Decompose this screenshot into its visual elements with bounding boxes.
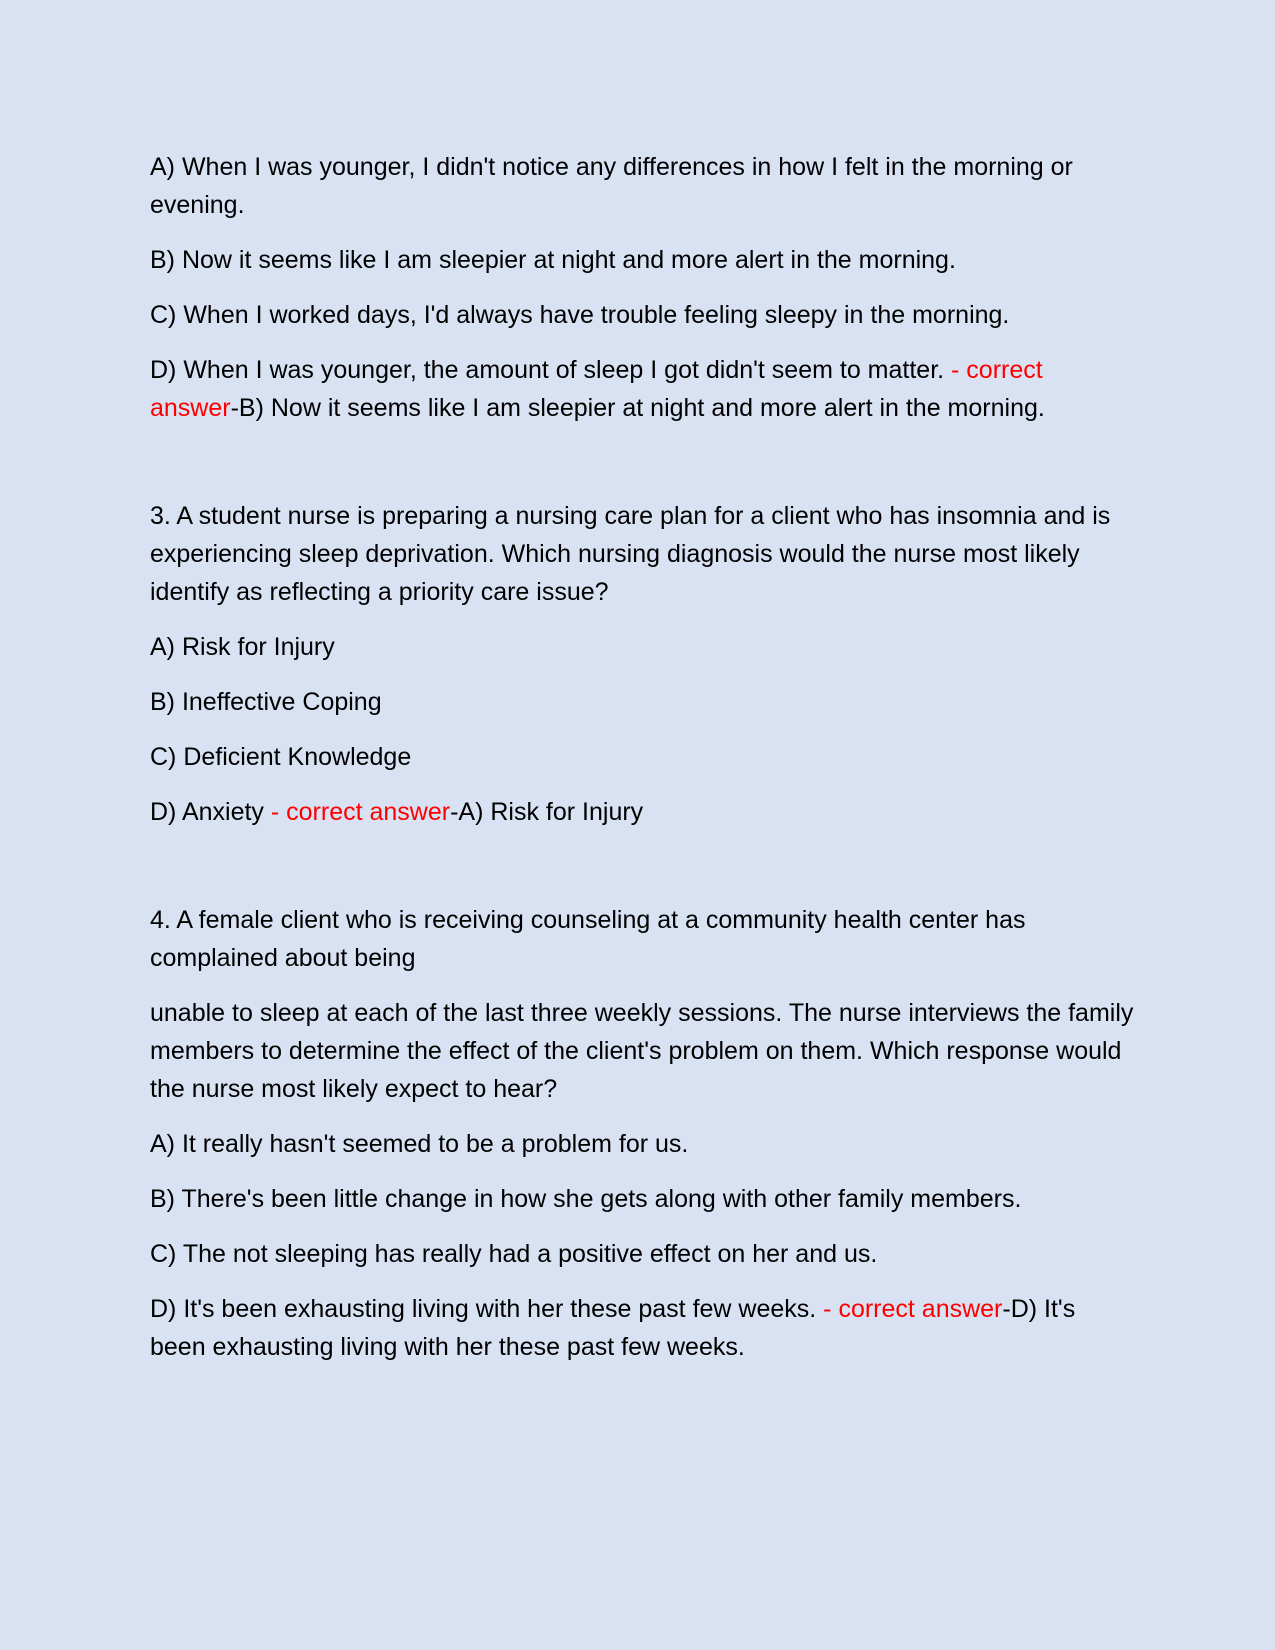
- q3-correct-label: - correct answer: [270, 798, 451, 826]
- q2-correct-label: - correct answer: [150, 356, 1043, 422]
- q4-stem-part1: 4. A female client who is receiving counseling at a community health center has complained about being: [150, 906, 1026, 972]
- q4-option-a: A) It really hasn't seemed to be a problem for us.: [150, 1130, 689, 1158]
- q2-option-a: A) When I was younger, I didn't notice any differences in how I felt in the morning or evening.: [150, 153, 1073, 219]
- q3-option-d: [150, 793, 1135, 831]
- q2-option-d-text: D) When I was younger, the amount of sleep I got didn't seem to matter.: [150, 356, 952, 384]
- document-content: [150, 148, 1135, 1383]
- spacer: [150, 444, 1135, 497]
- q3-answer: -A) Risk for Injury: [450, 798, 644, 826]
- q4-option-d-text: D) It's been exhausting living with her these past few weeks.: [150, 1295, 824, 1323]
- q4-option-b: B) There's been little change in how she gets along with other family members.: [150, 1185, 1022, 1213]
- q3-option-b: B) Ineffective Coping: [150, 688, 382, 716]
- q2-option-c: C) When I worked days, I'd always have trouble feeling sleepy in the morning.: [150, 301, 1010, 329]
- q4-option-d: [150, 1290, 1135, 1366]
- spacer: [150, 848, 1135, 901]
- q2-option-b: B) Now it seems like I am sleepier at night and more alert in the morning.: [150, 246, 956, 274]
- q3-option-a: A) Risk for Injury: [150, 633, 335, 661]
- q3-stem: 3. A student nurse is preparing a nursing care plan for a client who has insomnia and is experiencing sleep deprivation. Which nursing diagnosis would the nurse most likely identify as reflecting a priority care issue?: [150, 502, 1111, 606]
- q4-answer: -D) It's been exhausting living with her these past few weeks.: [150, 1295, 1076, 1361]
- q4-option-c: C) The not sleeping has really had a positive effect on her and us.: [150, 1240, 878, 1268]
- q2-answer: -B) Now it seems like I am sleepier at night and more alert in the morning.: [230, 394, 1045, 422]
- q3-option-c: C) Deficient Knowledge: [150, 743, 412, 771]
- q3-option-d-text: D) Anxiety: [150, 798, 271, 826]
- q4-correct-label: - correct answer: [823, 1295, 1003, 1323]
- q2-option-d: [150, 351, 1135, 427]
- q4-stem-part2: unable to sleep at each of the last three weekly sessions. The nurse interviews the family members to determine the effect of the client's problem on them. Which response would the nurse most likely expect to hear?: [150, 999, 1134, 1103]
